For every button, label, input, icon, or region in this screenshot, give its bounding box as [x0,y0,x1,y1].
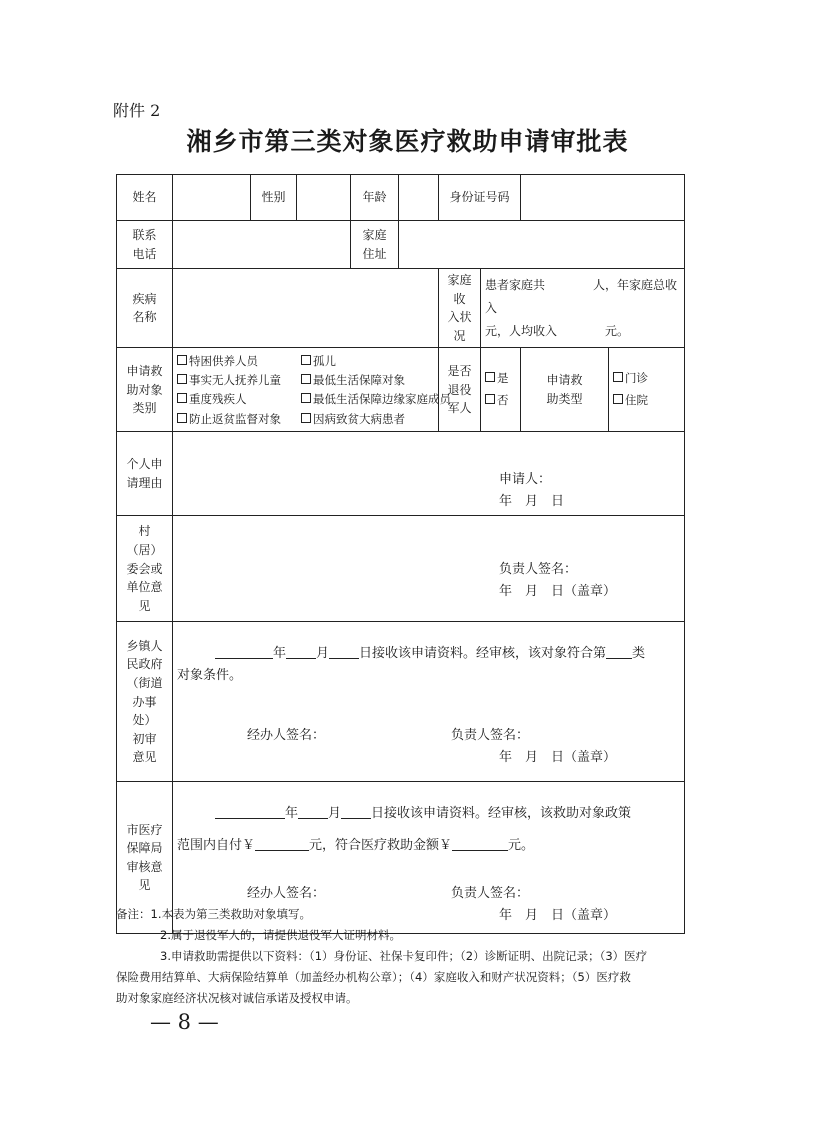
address-field[interactable] [399,221,685,269]
income-label: 家庭收 入状况 [439,269,481,348]
city-text-line-1: 年 月 日接收该申请资料。经审核，该救助对象政策 [215,804,631,824]
checkbox-icon [613,394,623,404]
page-title: 湘乡市第三类对象医疗救助申请审批表 [186,127,629,156]
outpatient-checkbox[interactable]: 门诊 [613,368,680,390]
category-label: 申请救 助对象 类别 [117,348,173,432]
year-blank[interactable] [215,644,273,659]
id-number-field[interactable] [521,175,685,221]
reason-field[interactable] [173,432,685,516]
veteran-label: 是否 退役 军人 [439,348,481,432]
aid-type-options [609,348,685,432]
checkbox-icon [177,413,187,423]
township-handler-label: 经办人签名： [247,728,326,744]
township-label: 乡镇人 民政府 （街道 办事处） 初审 意见 [117,622,173,782]
age-field[interactable] [399,175,439,221]
city-sign-label: 负责人签名： [451,886,530,902]
village-opinion-field[interactable] [173,516,685,622]
checkbox-option[interactable]: 事实无人抚养儿童 [177,371,301,389]
note-line: 备注：1.本表为第三类救助对象填写。 [116,907,311,921]
veteran-yes-checkbox[interactable]: 是 [485,368,516,390]
month-blank[interactable] [298,804,328,819]
day-blank[interactable] [329,644,359,659]
township-text-line-2: 对象条件。 [177,668,243,684]
gender-label: 性别 [251,175,297,221]
checkbox-icon [301,413,311,423]
row-disease-income [117,269,685,348]
phone-field[interactable] [173,221,351,269]
class-blank[interactable] [606,644,632,659]
township-sign-label: 负责人签名： [451,728,530,744]
city-text-line-2: 范围内自付￥ 元，符合医疗救助金额￥ 元。 [177,838,535,854]
village-date: 年 月 日（盖章） [499,584,617,600]
township-date: 年 月 日（盖章） [499,750,617,766]
disease-label: 疾病 名称 [117,269,173,348]
note-line: 助对象家庭经济状况核对诚信承诺及授权申请。 [116,991,358,1005]
checkbox-icon [613,372,623,382]
annex-label: 附件 2 [113,101,161,120]
income-line-1: 患者家庭共 人，年家庭总收入 [485,277,678,315]
checkbox-option[interactable]: 特困供养人员 [177,352,301,370]
id-number-label: 身份证号码 [439,175,521,221]
checkbox-icon [485,394,495,404]
row-township-opinion [117,622,685,782]
note-line: 保险费用结算单、大病保险结算单（加盖经办机构公章）；（4）家庭收入和财产状况资料；（5）医疗救 [116,970,631,984]
village-label: 村（居） 委会或 单位意 见 [117,516,173,622]
row-village-opinion [117,516,685,622]
checkbox-icon [177,393,187,403]
day-blank[interactable] [341,804,371,819]
city-handler-label: 经办人签名： [247,886,326,902]
phone-label: 联系 电话 [117,221,173,269]
application-form-table [116,174,685,934]
veteran-options [481,348,521,432]
aid-type-label: 申请救 助类型 [521,348,609,432]
checkbox-option[interactable]: 最低生活保障边缘家庭成员 [301,390,481,408]
reason-label: 个人申 请理由 [117,432,173,516]
row-contact [117,221,685,269]
checkbox-option[interactable]: 防止返贫监督对象 [177,410,301,428]
category-options [173,348,451,432]
city-label: 市医疗 保障局 审核意 见 [117,782,173,934]
month-blank[interactable] [286,644,316,659]
row-basic-info [117,175,685,221]
checkbox-option[interactable]: 因病致贫大病患者 [301,410,481,428]
checkbox-option[interactable]: 最低生活保障对象 [301,371,481,389]
applicant-date: 年 月 日 [499,494,565,510]
checkbox-option[interactable]: 重度残疾人 [177,390,301,408]
checkbox-icon [301,374,311,384]
age-label: 年龄 [351,175,399,221]
checkbox-icon [177,355,187,365]
year-blank[interactable] [215,804,285,819]
checkbox-option[interactable]: 孤儿 [301,352,481,370]
township-text-line-1: 年 月 日接收该申请资料。经审核，该对象符合第 类 [215,644,645,664]
checkbox-icon [177,374,187,384]
name-label: 姓名 [117,175,173,221]
note-line: 2.属于退役军人的，请提供退役军人证明材料。 [160,928,401,942]
row-reason [117,432,685,516]
self-pay-blank[interactable] [255,836,309,851]
village-sign-label: 负责人签名： [499,562,578,578]
checkbox-icon [301,393,311,403]
income-line-2: 元，人均收入 元。 [485,323,630,338]
city-date: 年 月 日（盖章） [499,908,617,924]
page-number: — 8 — [150,1010,219,1034]
address-label: 家庭 住址 [351,221,399,269]
applicant-label: 申请人： [499,472,552,488]
checkbox-icon [485,372,495,382]
veteran-no-checkbox[interactable]: 否 [485,390,516,412]
name-field[interactable] [173,175,251,221]
notes-section [116,904,688,1009]
income-field[interactable] [481,269,685,348]
row-category [117,348,685,432]
disease-field[interactable] [173,269,439,348]
inpatient-checkbox[interactable]: 住院 [613,390,680,412]
aid-amount-blank[interactable] [452,836,508,851]
note-line: 3.申请救助需提供以下资料：（1）身份证、社保卡复印件；（2）诊断证明、出院记录；（3）医疗 [160,949,648,963]
gender-field[interactable] [297,175,351,221]
township-opinion-field[interactable] [173,622,685,782]
checkbox-icon [301,355,311,365]
